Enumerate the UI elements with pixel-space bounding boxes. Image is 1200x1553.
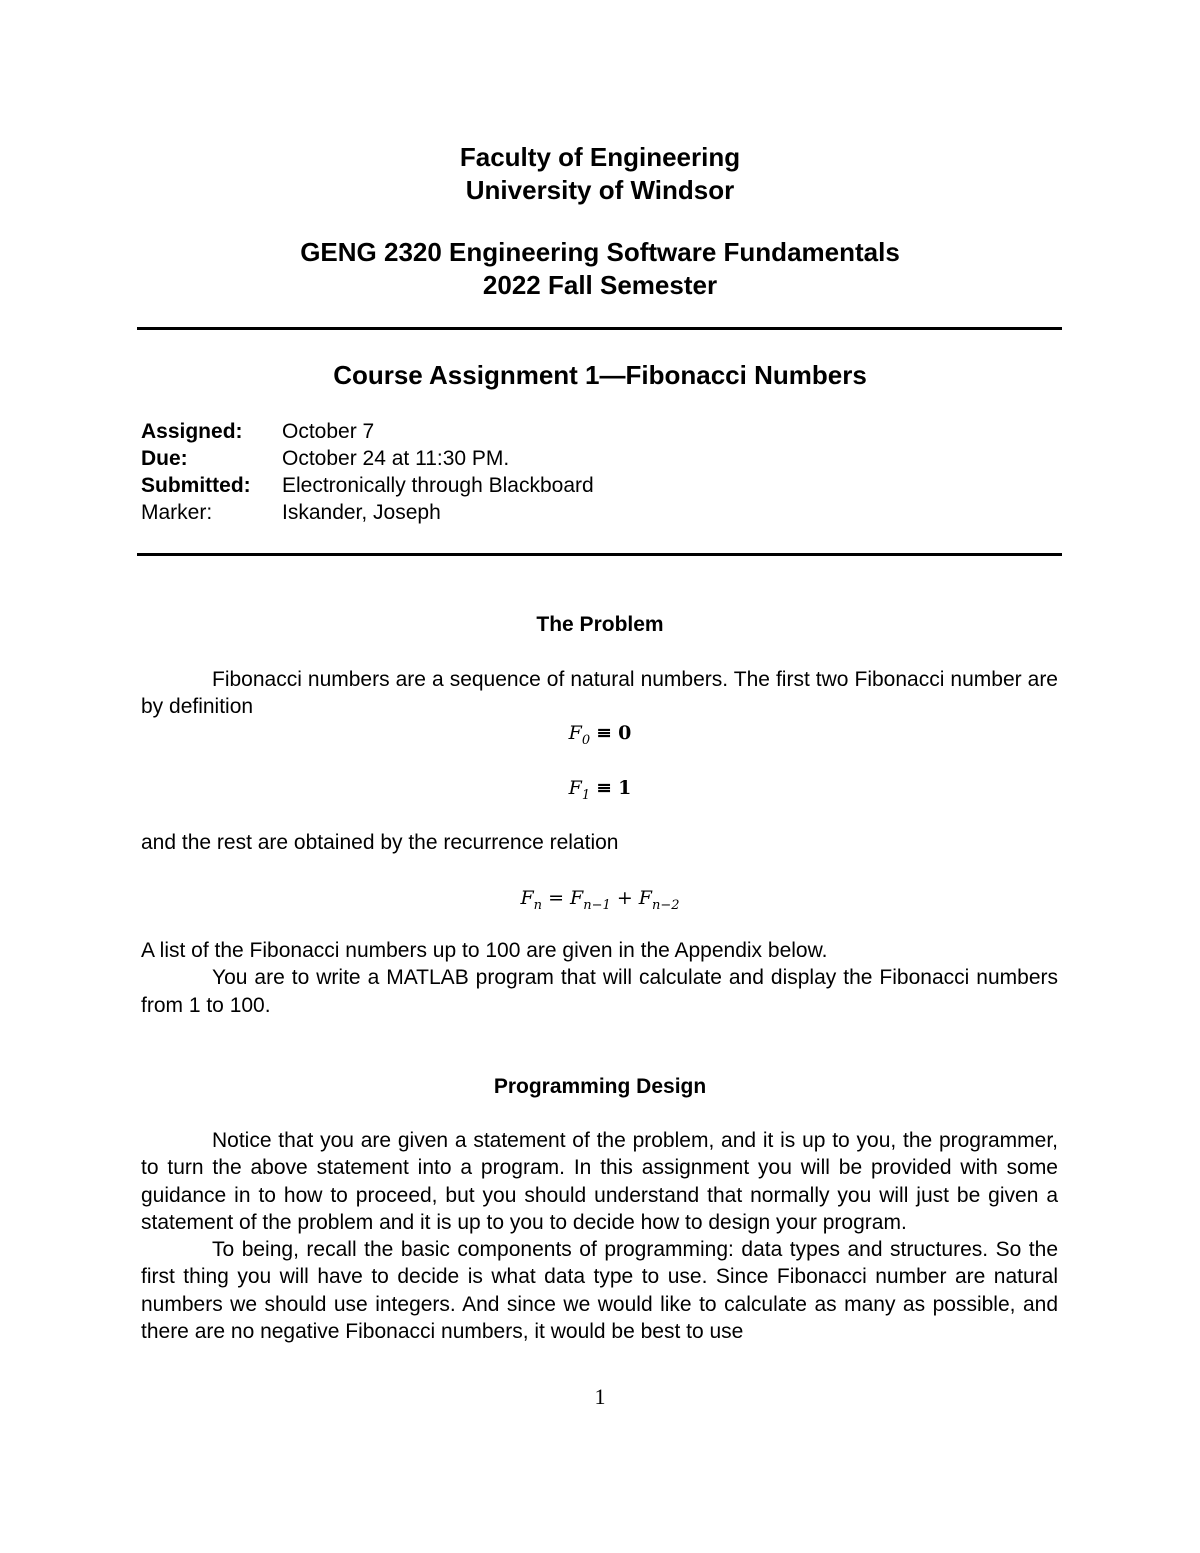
eq-symbol: F xyxy=(638,887,652,909)
meta-value: Iskander, Joseph xyxy=(282,501,441,524)
equation-f0 xyxy=(0,722,1200,748)
eq-operator: + xyxy=(616,887,633,909)
meta-key: Assigned: xyxy=(141,420,243,443)
eq-subscript: n xyxy=(533,897,543,913)
course-title: GENG 2320 Engineering Software Fundamentals xyxy=(300,237,900,267)
eq-symbol: F xyxy=(568,722,582,744)
eq-operator: = xyxy=(548,887,564,909)
meta-key: Due: xyxy=(141,447,188,470)
design-paragraphs xyxy=(141,1127,1058,1345)
meta-value: October 7 xyxy=(282,420,375,443)
assignment-title: Course Assignment 1—Fibonacci Numbers xyxy=(333,360,867,390)
eq-subscript: n−1 xyxy=(583,897,611,913)
problem-paragraph-1 xyxy=(141,666,1058,721)
eq-symbol: F xyxy=(568,777,582,799)
eq-symbol: F xyxy=(570,887,584,909)
semester-title: 2022 Fall Semester xyxy=(482,270,718,300)
paragraph-text: To being, recall the basic components of programming: data types and structures. So the first thing you will have to decide is what data type to use. Since Fibonacci number are natural numbers we should use integers. And since we would like to calculate as many as possible, and there are no negative Fibonacci numbers, it would be best to use xyxy=(141,1238,1058,1344)
meta-row-marker xyxy=(141,499,594,526)
problem-paragraph-3 xyxy=(141,937,1058,1019)
equation-recurrence xyxy=(0,887,1200,913)
section-heading-problem: The Problem xyxy=(536,613,664,636)
meta-row-due xyxy=(141,445,594,472)
problem-paragraph-2 xyxy=(141,829,1058,856)
university-title: University of Windsor xyxy=(465,175,735,205)
meta-key: Marker: xyxy=(141,501,213,524)
paragraph-text: Notice that you are given a statement of the problem, and it is up to you, the programmer, to turn the above statement into a program. In this assignment you will be provided with some guidance in to how to proceed, but you should understand that normally you will just be given a statement of the problem and it is up to you to decide how to design your program. xyxy=(141,1129,1058,1234)
meta-value: October 24 at 11:30 PM. xyxy=(282,447,510,470)
eq-operator: ≡ xyxy=(596,722,613,744)
top-divider xyxy=(137,327,1062,330)
meta-row-submitted xyxy=(141,472,594,499)
paragraph-text: and the rest are obtained by the recurrence relation xyxy=(141,831,619,854)
eq-subscript: 1 xyxy=(581,787,591,803)
bottom-divider xyxy=(137,553,1062,556)
assignment-meta xyxy=(141,418,594,526)
meta-key: Submitted: xyxy=(141,474,251,497)
section-heading-design: Programming Design xyxy=(493,1075,707,1098)
paragraph-text: You are to write a MATLAB program that will calculate and display the Fibonacci numbers from 1 to 100. xyxy=(141,966,1058,1017)
eq-value: 1 xyxy=(618,777,632,799)
eq-operator: ≡ xyxy=(596,777,613,799)
paragraph-text: A list of the Fibonacci numbers up to 100 are given in the Appendix below. xyxy=(141,939,828,962)
meta-row-assigned xyxy=(141,418,594,445)
eq-symbol: F xyxy=(520,887,534,909)
eq-value: 0 xyxy=(618,722,632,744)
page-number: 1 xyxy=(594,1384,606,1409)
meta-value: Electronically through Blackboard xyxy=(282,474,594,497)
eq-subscript: n−2 xyxy=(651,897,680,913)
paragraph-text: Fibonacci numbers are a sequence of natural numbers. The first two Fibonacci number are by definition xyxy=(141,668,1058,719)
equation-f1 xyxy=(0,777,1200,803)
faculty-title: Faculty of Engineering xyxy=(459,142,741,172)
eq-subscript: 0 xyxy=(581,732,591,748)
